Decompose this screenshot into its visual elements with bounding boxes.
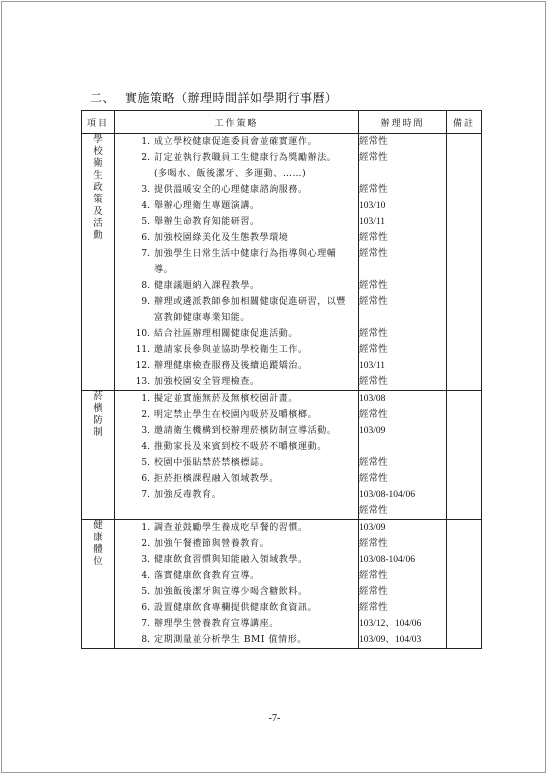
time-entry [359, 310, 446, 326]
list-item [115, 600, 358, 616]
item-text: 校園中張貼禁菸禁檳標誌。 [154, 458, 270, 468]
item-number: 11. [135, 345, 150, 355]
time-entry: 經常性 [359, 377, 388, 387]
item-number: 2. [141, 153, 150, 163]
time-entry: 經常性 [359, 137, 388, 147]
category-cell [82, 134, 115, 391]
header-time: 辦理時間 [359, 111, 447, 134]
category-cell [82, 391, 115, 520]
time-entry: 經常性 [359, 297, 388, 307]
time-entry: 103/09 [359, 523, 386, 533]
item-number: 9. [141, 297, 150, 307]
strategy-cell [115, 520, 359, 649]
time-entry: 經常性 [359, 587, 388, 597]
time-entry: 103/08 [359, 394, 386, 404]
list-item [115, 407, 358, 423]
table-row [82, 391, 482, 520]
item-text: 辦理學生營養教育宣導講座。 [154, 619, 279, 629]
item-text: 定期測量並分析學生 BMI 值情形。 [154, 635, 307, 645]
item-number: 12. [135, 361, 150, 371]
time-entry: 經常性 [359, 329, 388, 339]
strategy-table [81, 110, 482, 649]
item-text: 加強校園綠美化及生態教學環境 [154, 233, 289, 243]
header-remark: 備註 [447, 111, 482, 134]
item-text: 訂定並執行教職員工生健康行為獎勵辦法。(多喝水、飯後潔牙、多運動、……) [154, 153, 337, 179]
item-number: 5. [141, 217, 150, 227]
time-entry [359, 166, 446, 182]
time-entry: 103/09 [359, 426, 386, 436]
item-text: 推動家長及來賓到校不吸菸不嚼檳運動。 [154, 442, 327, 452]
time-entry: 103/08-104/06 [359, 555, 415, 565]
item-text: 設置健康飲食專欄提供健康飲食資訊。 [154, 603, 318, 613]
item-number: 1. [141, 137, 150, 147]
item-text: 加強反毒教育。 [154, 490, 222, 500]
time-entry: 經常性 [359, 410, 388, 420]
item-number: 4. [141, 571, 150, 581]
item-text: 擬定並實施無菸及無檳校園計畫。 [154, 394, 299, 404]
item-number: 1. [141, 394, 150, 404]
item-text: 調查並鼓勵學生養成吃早餐的習慣。 [154, 523, 308, 533]
section-number: 二、 [90, 91, 116, 105]
category-label: 健康體位 [93, 520, 103, 567]
item-text: 健康飲食習慣與知能融入領域教學。 [154, 555, 308, 565]
list-item [115, 342, 358, 358]
list-item [115, 552, 358, 568]
table-body [82, 134, 482, 649]
category-label: 學校衛生政策及活動 [93, 134, 103, 241]
item-text: 成立學校健康促進委員會並確實運作。 [154, 137, 318, 147]
remark-cell [447, 391, 482, 520]
table-row [82, 520, 482, 649]
item-number: 2. [141, 539, 150, 549]
item-number: 4. [141, 201, 150, 211]
time-entry: 經常性 [359, 474, 388, 484]
list-item [115, 616, 358, 632]
time-entry: 經常性 [359, 506, 388, 516]
item-text: 結合社區辦理相關健康促進活動。 [154, 329, 299, 339]
time-cell [359, 134, 447, 391]
time-cell [359, 520, 447, 649]
item-text: 加強午餐禮節與營養教育。 [154, 539, 270, 549]
list-item [115, 487, 358, 503]
list-item [115, 230, 358, 246]
item-number: 7. [141, 249, 150, 259]
time-entry: 經常性 [359, 458, 388, 468]
list-item [115, 326, 358, 342]
time-entry: 經常性 [359, 249, 388, 259]
item-number: 3. [141, 555, 150, 565]
item-text: 健康議題納入課程教學。 [154, 281, 260, 291]
time-entry: 103/08-104/06 [359, 490, 415, 500]
time-entry: 103/11 [359, 217, 386, 227]
item-text: 邀請家長參與並協助學校衛生工作。 [154, 345, 308, 355]
strategy-cell [115, 134, 359, 391]
time-entry: 經常性 [359, 281, 388, 291]
list-item [115, 536, 358, 552]
item-text: 辦理健康檢查服務及後續追蹤矯治。 [154, 361, 308, 371]
list-item [115, 584, 358, 600]
list-item [115, 391, 358, 407]
item-text: 加強飯後潔牙與宣導少喝含糖飲料。 [154, 587, 308, 597]
item-number: 6. [141, 233, 150, 243]
list-item [115, 214, 358, 230]
list-item [115, 198, 358, 214]
list-item [115, 568, 358, 584]
time-entry: 103/09、104/03 [359, 635, 422, 645]
category-cell [82, 520, 115, 649]
list-item [115, 471, 358, 487]
category-label: 菸檳防制 [93, 391, 103, 438]
item-number: 4. [141, 442, 150, 452]
list-item [115, 439, 358, 455]
time-entry: 經常性 [359, 153, 388, 163]
item-text: 辦理或遴派教師參加相關健康促進研習，以豐富教師健康專業知能。 [154, 297, 347, 323]
list-item [115, 374, 358, 390]
list-item [115, 182, 358, 198]
time-entry: 經常性 [359, 539, 388, 549]
item-number: 3. [141, 426, 150, 436]
item-text: 舉辦生命教育知能研習。 [154, 217, 260, 227]
time-entry: 103/12、104/06 [359, 619, 422, 629]
item-number: 5. [141, 458, 150, 468]
item-text: 加強校園安全管理檢查。 [154, 377, 260, 387]
remark-cell [447, 520, 482, 649]
remark-cell [447, 134, 482, 391]
time-entry [359, 262, 446, 278]
page-number: -7- [268, 713, 281, 724]
time-entry: 經常性 [359, 233, 388, 243]
section-title: 實施策略（辦理時間詳如學期行事曆） [125, 91, 338, 105]
item-number: 7. [141, 490, 150, 500]
header-strategy: 工作策略 [115, 111, 359, 134]
item-number: 6. [141, 474, 150, 484]
item-text: 提供溫暖安全的心理健康諮詢服務。 [154, 185, 308, 195]
item-number: 8. [141, 635, 150, 645]
time-cell [359, 391, 447, 520]
list-item [115, 455, 358, 471]
item-number: 5. [141, 587, 150, 597]
time-entry: 經常性 [359, 345, 388, 355]
list-item [115, 358, 358, 374]
list-item [115, 520, 358, 536]
time-entry [359, 439, 446, 455]
list-item [115, 150, 358, 182]
list-item [115, 134, 358, 150]
item-number: 7. [141, 619, 150, 629]
strategy-cell [115, 391, 359, 520]
item-text: 加強學生日常生活中健康行為指導與心理輔導。 [154, 249, 337, 275]
list-item [115, 246, 358, 278]
list-item [115, 294, 358, 326]
table-header-row [82, 111, 482, 134]
time-entry: 103/11 [359, 361, 386, 371]
time-entry: 103/10 [359, 201, 386, 211]
time-entry: 經常性 [359, 185, 388, 195]
time-entry: 經常性 [359, 603, 388, 613]
table-row [82, 134, 482, 391]
list-item [115, 632, 358, 648]
item-text: 明定禁止學生在校園內吸菸及嚼檳榔。 [154, 410, 318, 420]
header-category: 項目 [82, 111, 115, 134]
item-number: 8. [141, 281, 150, 291]
item-text: 邀請衛生機構到校辦理菸檳防制宣導活動。 [154, 426, 337, 436]
item-text: 拒菸拒檳課程融入領域教學。 [154, 474, 279, 484]
section-heading [90, 89, 338, 106]
item-number: 2. [141, 410, 150, 420]
list-item [115, 278, 358, 294]
item-text: 落實健康飲食教育宣導。 [154, 571, 260, 581]
item-text: 舉辦心理衛生專題演講。 [154, 201, 260, 211]
item-number: 6. [141, 603, 150, 613]
item-number: 1. [141, 523, 150, 533]
list-item [115, 423, 358, 439]
item-number: 13. [135, 377, 150, 387]
item-number: 3. [141, 185, 150, 195]
time-entry: 經常性 [359, 571, 388, 581]
item-number: 10. [135, 329, 150, 339]
